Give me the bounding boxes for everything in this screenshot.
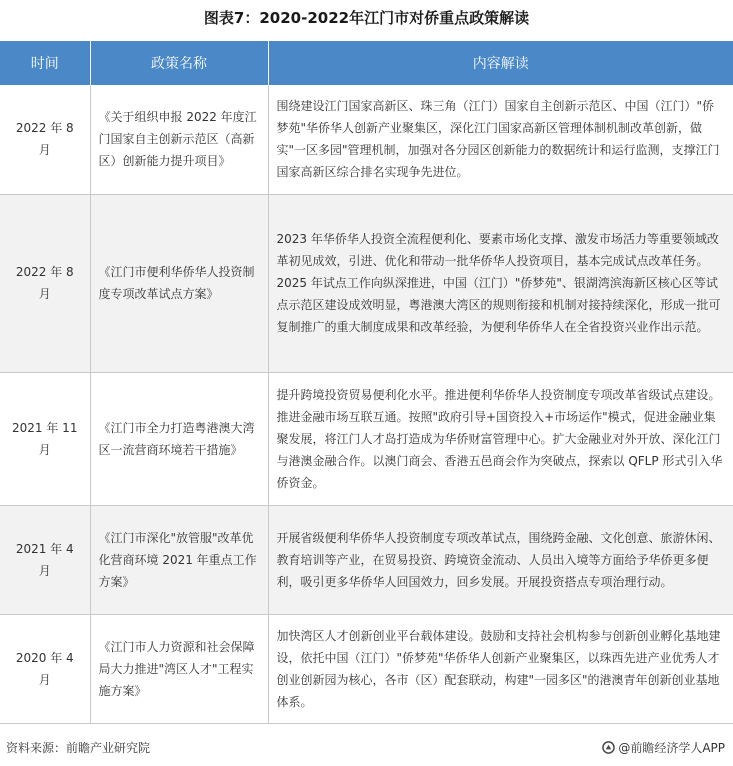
- footer: [0, 739, 733, 757]
- interpretation-cell: 2023 年华侨华人投资全流程便利化、要素市场化支撑、激发市场活力等重要领域改革初见成效，引进、优化和带动一批华侨华人投资项目，基本完成试点改革任务。 2025 年试点工作向纵深推进，中国（江门）"侨梦苑"、银湖湾滨海新区核心区等试点示范区建设成效明显，粤港澳大湾区的规则衔接和机制对接持续深化，形成一批可复制推广的重大制度成果和改革经验，为便利华侨华人在全省投资兴业作出示范。: [268, 194, 733, 372]
- interpretation-cell: 开展省级便利华侨华人投资制度专项改革试点，围绕跨金融、文化创意、旅游休闲、教育培训等产业，在贸易投资、跨境资金流动、人员出入境等方面给予华侨更多便利，吸引更多华侨华人回国效力，回乡发展。开展投资搭点专项治理行动。: [268, 505, 733, 614]
- table-row: [0, 614, 733, 723]
- column-header-time: 时间: [0, 41, 90, 85]
- time-cell: 2022 年 8 月: [0, 194, 90, 372]
- table-row: [0, 194, 733, 372]
- table-row: [0, 85, 733, 194]
- interpretation-cell: 加快湾区人才创新创业平台载体建设。鼓励和支持社会机构参与创新创业孵化基地建设，依托中国（江门）"侨梦苑"华侨华人创新产业聚集区，以珠西先进产业优秀人才创业创新园为核心，各市（区）配套联动，构建"一园多区"的港澳青年创新创业基地体系。: [268, 614, 733, 723]
- source-note: 资料来源：前瞻产业研究院: [6, 741, 151, 755]
- policy-name-cell: 《江门市便利华侨华人投资制度专项改革试点方案》: [90, 194, 268, 372]
- policy-name-cell: 《江门市深化"放管服"改革优化营商环境 2021 年重点工作方案》: [90, 505, 268, 614]
- time-cell: 2020 年 4 月: [0, 614, 90, 723]
- time-cell: 2021 年 11 月: [0, 372, 90, 505]
- page-title: 图表7：2020-2022年江门市对侨重点政策解读: [203, 9, 530, 27]
- time-cell: 2021 年 4 月: [0, 505, 90, 614]
- table-row: [0, 372, 733, 505]
- policy-name-cell: 《江门市全力打造粤港澳大湾区一流营商环境若干措施》: [90, 372, 268, 505]
- brand-label: @前瞻经济学人APP: [618, 741, 725, 755]
- policy-name-cell: 《关于组织申报 2022 年度江门国家自主创新示范区（高新区）创新能力提升项目》: [90, 85, 268, 194]
- column-header-interpretation: 内容解读: [268, 41, 733, 85]
- qianzhan-logo-icon: [602, 741, 615, 754]
- policy-table: [0, 41, 733, 724]
- column-header-policy-name: 政策名称: [90, 41, 268, 85]
- brand-credit: [602, 739, 725, 756]
- time-cell: 2022 年 8 月: [0, 85, 90, 194]
- policy-name-cell: 《江门市人力资源和社会保障局大力推进"湾区人才"工程实施方案》: [90, 614, 268, 723]
- table-header-row: [0, 41, 733, 85]
- table-row: [0, 505, 733, 614]
- interpretation-cell: 围绕建设江门国家高新区、珠三角（江门）国家自主创新示范区、中国（江门）"侨梦苑"华侨华人创新产业聚集区，深化江门国家高新区管理体制机制改革创新，做实"一区多园"管理机制，加强对各分园区创新能力的数据统计和运行监测，支撑江门国家高新区综合排名实现争先进位。: [268, 85, 733, 194]
- interpretation-cell: 提升跨境投资贸易便利化水平。推进便利华侨华人投资制度专项改革省级试点建设。推进金融市场互联互通。按照"政府引导+国资投入+市场运作"模式，促进金融业集聚发展，将江门人才岛打造成为华侨财富管理中心。扩大金融业对外开放、深化江门与港澳金融合作。以澳门商会、香港五邑商会作为突破点，探索以 QFLP 形式引入华侨资金。: [268, 372, 733, 505]
